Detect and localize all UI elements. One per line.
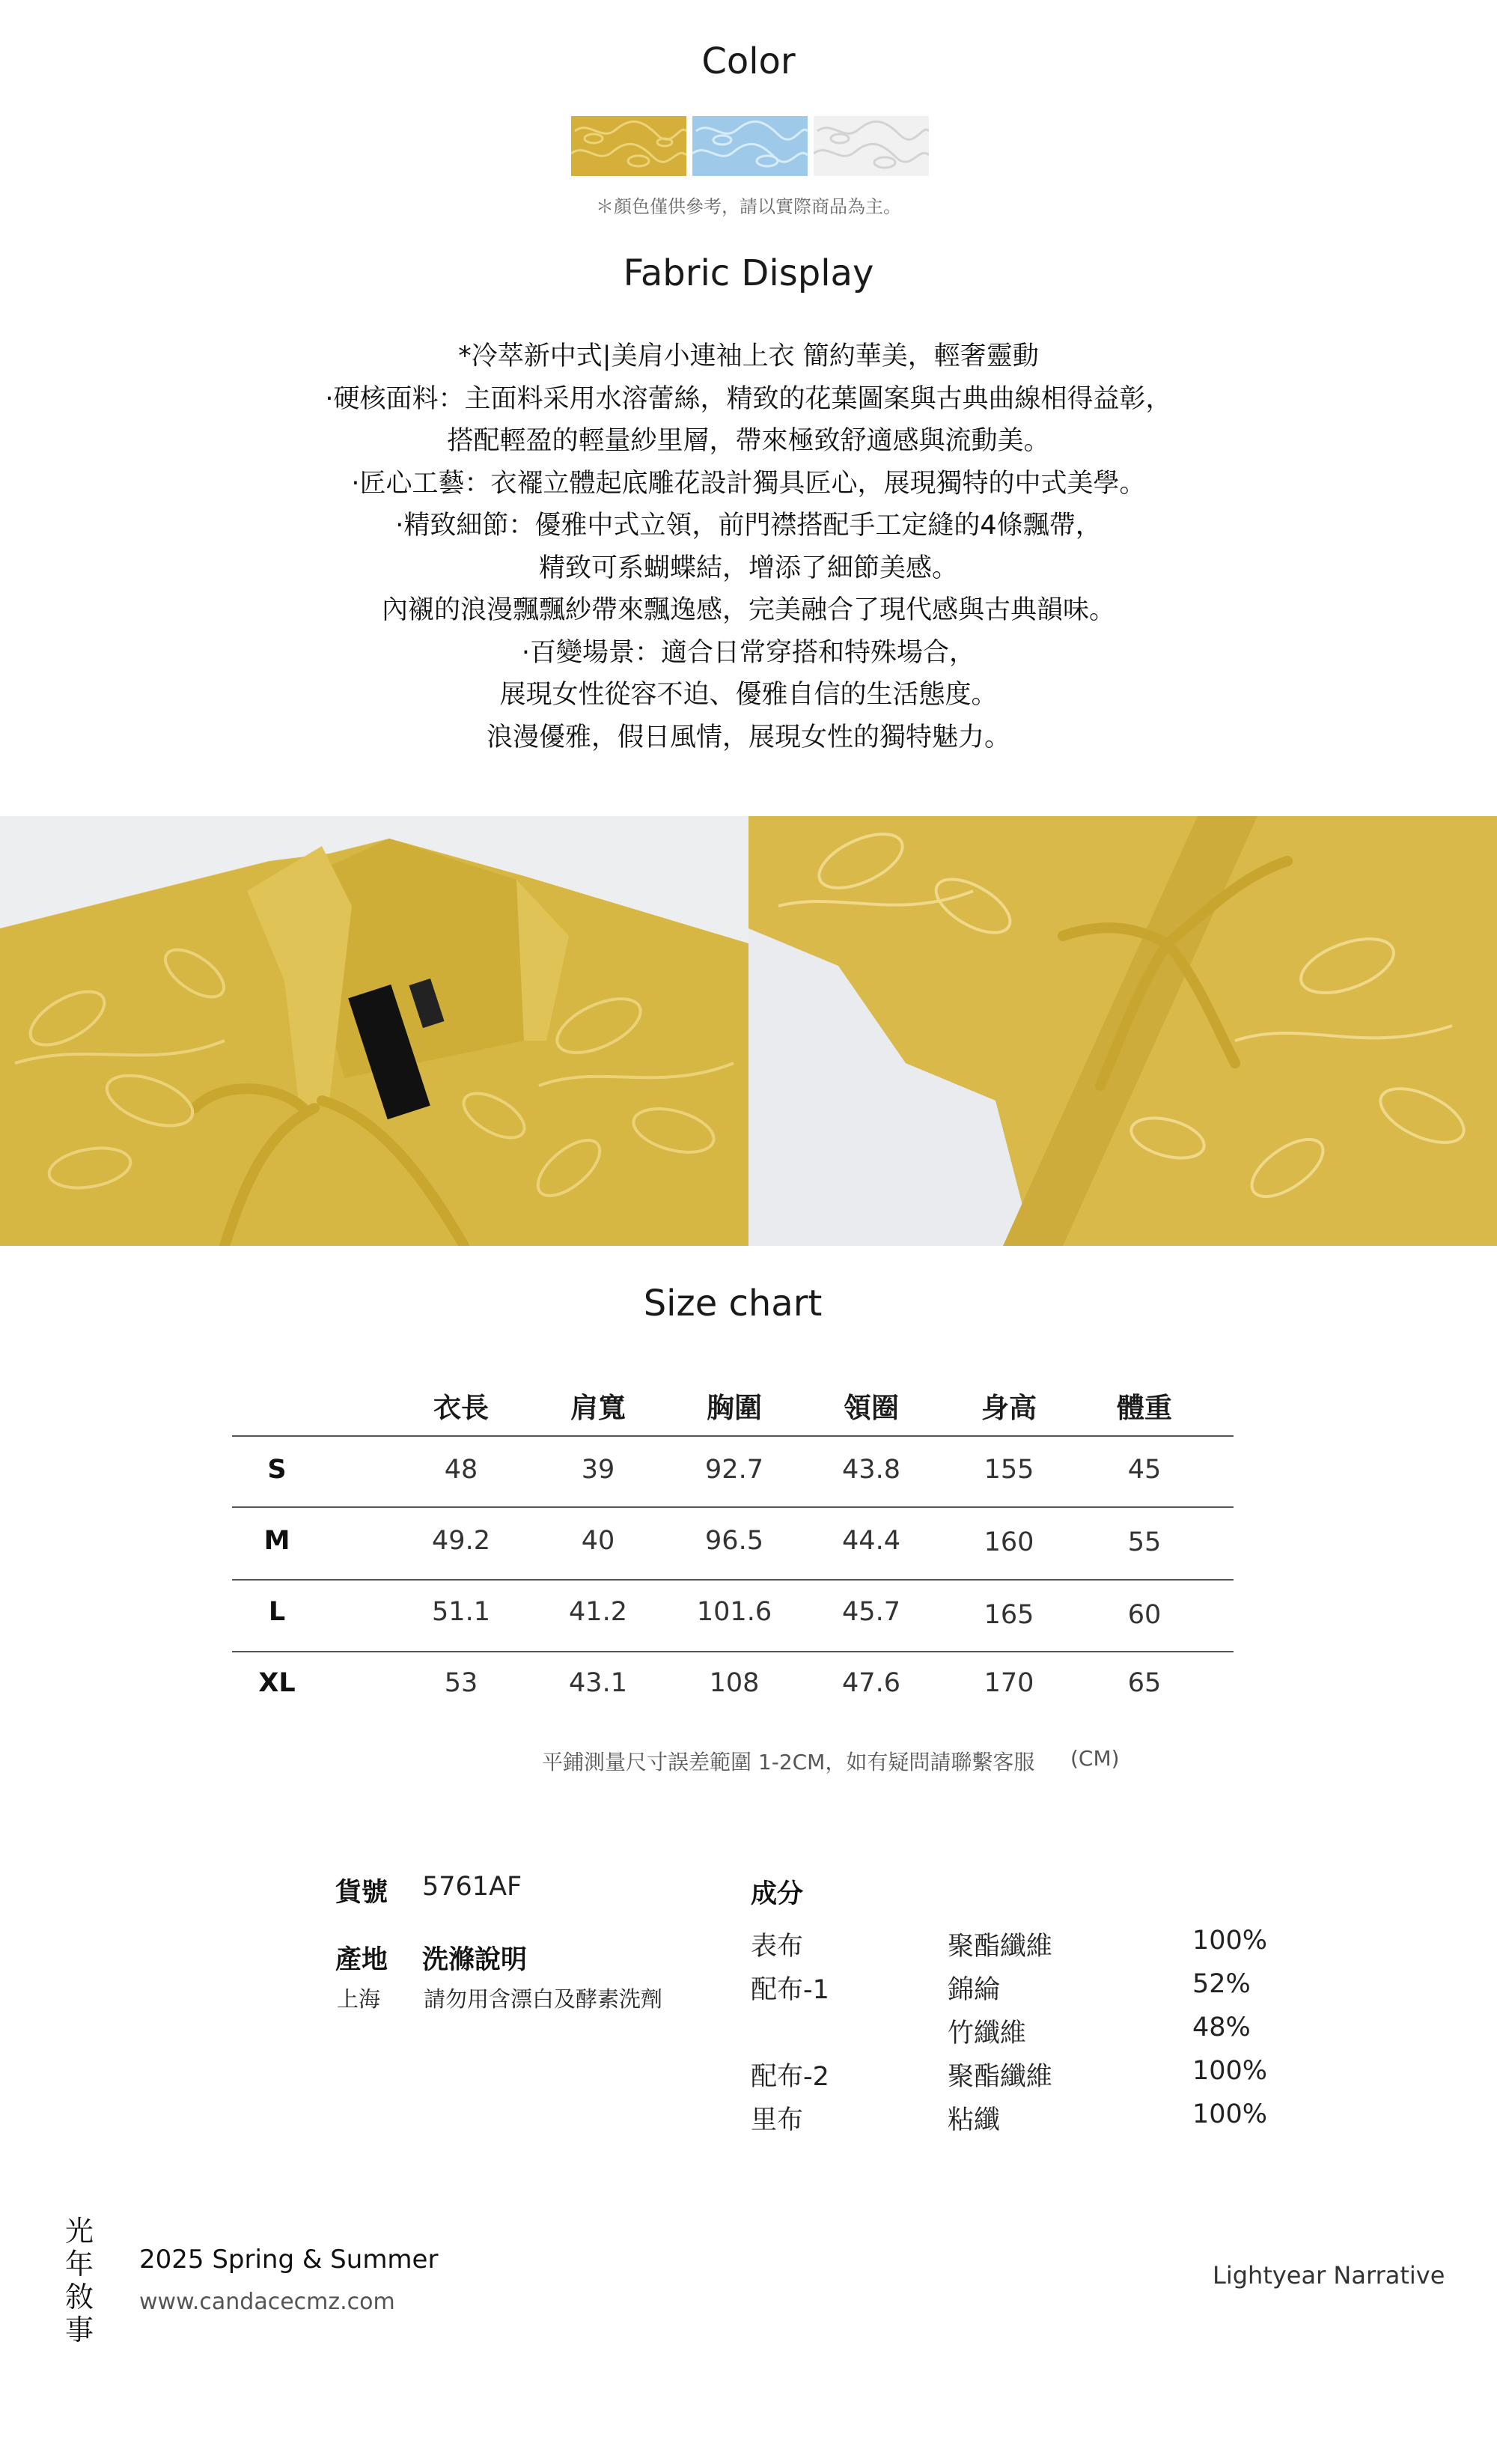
desc-line: ·百變場景：適合日常穿搭和特殊場合， bbox=[521, 637, 976, 668]
size-cell: 48 bbox=[444, 1455, 478, 1485]
size-cell: 108 bbox=[709, 1668, 760, 1698]
composition-percent: 100% bbox=[1192, 2056, 1268, 2086]
brand-char: 年 bbox=[64, 2248, 94, 2281]
composition-material: 竹纖維 bbox=[948, 2019, 1027, 2048]
size-cell: 44.4 bbox=[842, 1526, 900, 1556]
table-divider bbox=[232, 1579, 1234, 1581]
size-header-height: 身高 bbox=[981, 1392, 1037, 1424]
size-header-bust: 胸圍 bbox=[707, 1392, 762, 1424]
size-cell: 53 bbox=[444, 1668, 478, 1698]
size-label-s: S bbox=[267, 1455, 287, 1485]
composition-material: 錦綸 bbox=[948, 1975, 1001, 2005]
size-note: 平鋪測量尺寸誤差範圍 1-2CM，如有疑問請聯繫客服 bbox=[542, 1750, 1035, 1774]
size-cell: 160 bbox=[984, 1527, 1034, 1557]
size-cell: 92.7 bbox=[705, 1455, 763, 1485]
size-unit: (CM) bbox=[1070, 1746, 1120, 1771]
composition-material: 聚酯纖維 bbox=[948, 1932, 1053, 1962]
brand-en: Lightyear Narrative bbox=[1213, 2261, 1445, 2290]
composition-part: 表布 bbox=[751, 1932, 804, 1962]
size-cell: 43.8 bbox=[842, 1455, 900, 1485]
brand-vertical bbox=[63, 2215, 96, 2346]
composition-part: 配布-1 bbox=[751, 1975, 829, 2005]
composition-percent: 100% bbox=[1192, 2099, 1268, 2129]
size-header-collar: 領圈 bbox=[844, 1392, 899, 1424]
size-cell: 47.6 bbox=[842, 1668, 900, 1698]
size-cell: 55 bbox=[1127, 1527, 1162, 1557]
desc-line: ·硬核面料：主面料采用水溶蕾絲，精致的花葉圖案與古典曲線相得益彰， bbox=[325, 383, 1172, 414]
composition-percent: 52% bbox=[1192, 1969, 1251, 1999]
photo-collar-detail bbox=[0, 816, 748, 1246]
composition-part: 配布-2 bbox=[751, 2062, 829, 2092]
brand-char: 敘 bbox=[64, 2281, 94, 2314]
size-cell: 45.7 bbox=[842, 1597, 900, 1627]
brand-char: 光 bbox=[64, 2215, 94, 2248]
brand-char: 事 bbox=[64, 2314, 94, 2346]
size-cell: 39 bbox=[581, 1455, 615, 1485]
composition-material: 聚酯纖維 bbox=[948, 2062, 1053, 2092]
composition-label: 成分 bbox=[751, 1879, 804, 1909]
size-cell: 155 bbox=[984, 1455, 1034, 1485]
season-text: 2025 Spring & Summer bbox=[139, 2245, 439, 2275]
fabric-description bbox=[0, 335, 1497, 758]
size-cell: 40 bbox=[581, 1526, 615, 1556]
table-divider bbox=[232, 1651, 1234, 1652]
color-swatch-light-blue[interactable] bbox=[692, 116, 808, 176]
lace-yellow-icon bbox=[571, 116, 686, 176]
size-cell: 49.2 bbox=[432, 1526, 490, 1556]
item-no-label: 貨號 bbox=[335, 1878, 388, 1908]
size-label-m: M bbox=[263, 1526, 290, 1556]
size-cell: 96.5 bbox=[705, 1526, 763, 1556]
size-cell: 170 bbox=[984, 1668, 1034, 1698]
photo-bow-detail bbox=[748, 816, 1497, 1246]
item-no-value: 5761AF bbox=[422, 1872, 522, 1902]
desc-line: 浪漫優雅，假日風情，展現女性的獨特魅力。 bbox=[486, 722, 1010, 752]
desc-line: *冷萃新中式|美肩小連袖上衣 簡約華美，輕奢靈動 bbox=[458, 341, 1039, 371]
table-divider bbox=[232, 1506, 1234, 1508]
lace-white-icon bbox=[814, 116, 929, 176]
composition-part: 里布 bbox=[751, 2105, 804, 2135]
color-note: ＊顏色僅供參考，請以實際商品為主。 bbox=[596, 196, 901, 217]
size-chart-title: Size chart bbox=[643, 1283, 823, 1324]
size-cell: 101.6 bbox=[696, 1597, 772, 1627]
size-header-shoulder: 肩寬 bbox=[570, 1392, 626, 1424]
color-swatch-yellow[interactable] bbox=[571, 116, 686, 176]
composition-percent: 48% bbox=[1192, 2013, 1251, 2042]
table-divider bbox=[232, 1435, 1234, 1437]
website-link[interactable]: www.candacecmz.com bbox=[139, 2289, 395, 2315]
size-cell: 165 bbox=[984, 1600, 1034, 1630]
size-label-l: L bbox=[268, 1597, 286, 1627]
desc-line: ·匠心工藝：衣襬立體起底雕花設計獨具匠心，展現獨特的中式美學。 bbox=[351, 468, 1146, 499]
size-cell: 60 bbox=[1127, 1600, 1162, 1630]
size-cell: 45 bbox=[1127, 1455, 1162, 1485]
size-cell: 41.2 bbox=[569, 1597, 627, 1627]
wash-value: 請勿用含漂白及酵素洗劑 bbox=[424, 1986, 663, 2012]
origin-value: 上海 bbox=[337, 1986, 381, 2012]
size-cell: 43.1 bbox=[569, 1668, 627, 1698]
size-label-xl: XL bbox=[258, 1668, 296, 1698]
lace-blue-icon bbox=[692, 116, 808, 176]
wash-label: 洗滌說明 bbox=[422, 1945, 528, 1975]
color-title: Color bbox=[701, 40, 796, 82]
origin-label: 產地 bbox=[335, 1945, 388, 1975]
composition-material: 粘纖 bbox=[948, 2105, 1001, 2135]
size-cell: 51.1 bbox=[432, 1597, 490, 1627]
desc-line: 內襯的浪漫飄飄紗帶來飄逸感，完美融合了現代感與古典韻味。 bbox=[381, 595, 1115, 625]
composition-percent: 100% bbox=[1192, 1926, 1268, 1956]
size-header-weight: 體重 bbox=[1117, 1392, 1172, 1424]
desc-line: 搭配輕盈的輕量紗里層，帶來極致舒適感與流動美。 bbox=[447, 426, 1050, 456]
size-cell: 65 bbox=[1127, 1668, 1162, 1698]
desc-line: ·精致細節：優雅中式立領，前門襟搭配手工定縫的4條飄帶， bbox=[395, 511, 1102, 541]
desc-line: 精致可系蝴蝶結，增添了細節美感。 bbox=[538, 553, 958, 583]
fabric-title: Fabric Display bbox=[623, 252, 874, 294]
color-swatch-white[interactable] bbox=[814, 116, 929, 176]
size-header-length: 衣長 bbox=[433, 1392, 489, 1424]
desc-line: 展現女性從容不迫、優雅自信的生活態度。 bbox=[499, 680, 998, 710]
